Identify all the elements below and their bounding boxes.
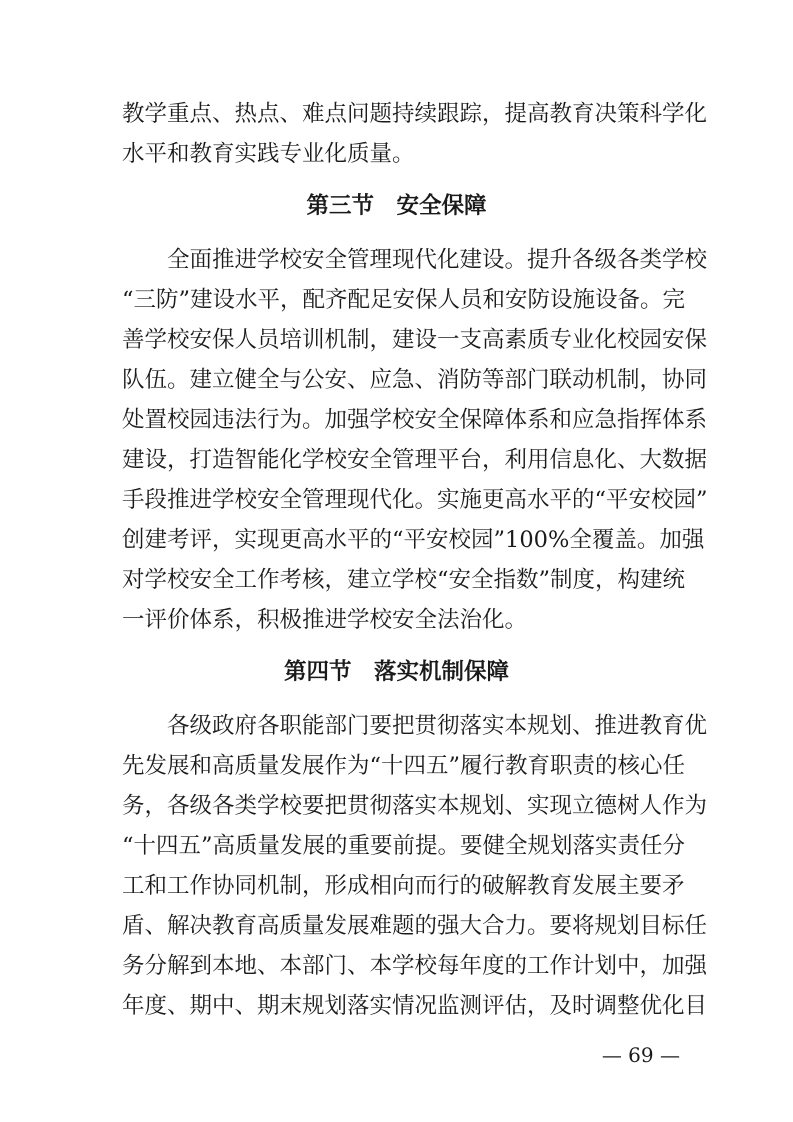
- page-number: — 69 —: [601, 1043, 680, 1067]
- paragraph-line: 一评价体系，积极推进学校安全法治化。: [122, 607, 528, 633]
- paragraph-line: “十四五”高质量发展的重要前提。要健全规划落实责任分: [122, 833, 686, 859]
- paragraph-line: 务分解到本地、本部门、本学校每年度的工作计划中，加强: [122, 953, 708, 979]
- paragraph-line: 各级政府各职能部门要把贯彻落实本规划、推进教育优: [122, 713, 708, 739]
- paragraph-line: 创建考评，实现更高水平的“平安校园”100%全覆盖。加强: [122, 527, 705, 553]
- paragraph-line: 建设，打造智能化学校安全管理平台，利用信息化、大数据: [122, 447, 708, 473]
- paragraph-line: 手段推进学校安全管理现代化。实施更高水平的“平安校园”: [122, 487, 708, 513]
- paragraph-line: 先发展和高质量发展作为“十四五”履行教育职责的核心任: [122, 753, 686, 779]
- paragraph-line: 工和工作协同机制，形成相向而行的破解教育发展主要矛: [122, 873, 685, 899]
- paragraph-line: 盾、解决教育高质量发展难题的强大合力。要将规划目标任: [122, 913, 708, 939]
- paragraph-line: 善学校安保人员培训机制，建设一支高素质专业化校园安保: [122, 327, 708, 353]
- paragraph-line: 全面推进学校安全管理现代化建设。提升各级各类学校: [122, 247, 708, 273]
- paragraph-line: 教学重点、热点、难点问题持续跟踪，提高教育决策科学化: [122, 101, 708, 127]
- paragraph-line: 处置校园违法行为。加强学校安全保障体系和应急指挥体系: [122, 407, 708, 433]
- paragraph-line: 务，各级各类学校要把贯彻落实本规划、实现立德树人作为: [122, 793, 708, 819]
- paragraph-line: 年度、期中、期末规划落实情况监测评估，及时调整优化目: [122, 993, 708, 1019]
- section-heading-3: 第三节 安全保障: [306, 193, 487, 219]
- paragraph-line: “三防”建设水平，配齐配足安保人员和安防设施设备。完: [122, 287, 686, 313]
- paragraph-line: 队伍。建立健全与公安、应急、消防等部门联动机制，协同: [122, 367, 708, 393]
- paragraph-line: 对学校安全工作考核，建立学校“安全指数”制度，构建统: [122, 567, 686, 593]
- section-heading-4: 第四节 落实机制保障: [283, 659, 509, 685]
- paragraph-line: 水平和教育实践专业化质量。: [122, 141, 415, 167]
